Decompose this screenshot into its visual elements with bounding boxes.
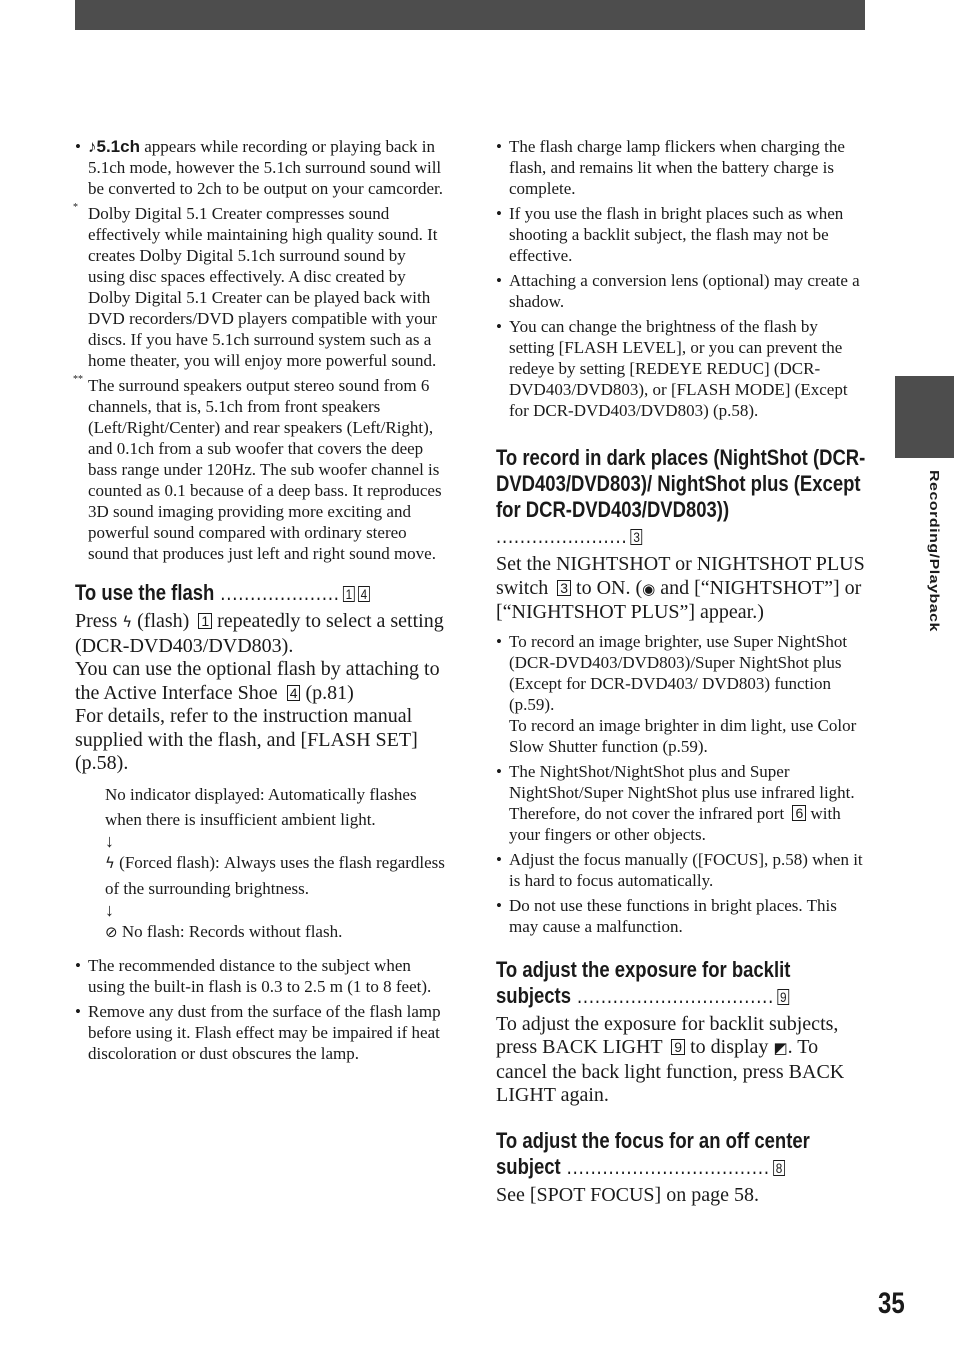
bullet: • [496, 271, 502, 290]
ref-box: 1 [198, 613, 212, 629]
bullet: • [75, 137, 81, 156]
bullet: • [496, 204, 502, 223]
ref-box: 1 [343, 586, 355, 602]
ref-box: 3 [557, 580, 571, 596]
bullet: • [75, 955, 81, 975]
bullet: • [496, 631, 502, 651]
ref-box: 8 [773, 1160, 785, 1176]
footnote-surround [75, 375, 445, 564]
note-bright-malfunction: • Do not use these functions in bright places. This may cause a malfunction. [496, 895, 837, 936]
note-flash-dust: • Remove any dust from the surface of the flash lamp before using it. Flash effect may be impaired if heat discoloration or dust obscures the lamp. [75, 1001, 441, 1063]
paragraph: Press ϟ (flash) 1 repeatedly to select a setting (DCR-DVD403/DVD803). [75, 610, 444, 657]
bullet: • [496, 761, 502, 781]
note-conversion-lens: • Attaching a conversion lens (optional) may create a shadow. [496, 271, 860, 311]
note-infrared: • The NightShot/NightShot plus and Super NightShot/Super NightShot plus use infrared light. Therefore, do not cover the infrared port 6 with your fingers or other objects. [496, 761, 855, 844]
bullet: • [496, 137, 502, 156]
flash-icon: ϟ [122, 613, 133, 631]
footnote-text: The surround speakers output stereo sound from 6 channels, that is, 5.1ch from front speakers (Left/Right/Center) and rear speakers (Left/Right), and 0.1ch from a sub woofer that covers the deep bass range under 120Hz. The sub woofer channel is counted as 0.1 because of a deep bass. It reproduces 3D sound imaging providing more exciting and powerful sound compared with ordinary stereo sound that produces just left and right sound move. [88, 376, 442, 563]
right-column [496, 136, 866, 1213]
bullet: • [75, 1001, 81, 1021]
note-super-nightshot: • To record an image brighter, use Super NightShot (DCR-DVD403/DVD803)/Super NightShot plus (Except for DCR-DVD403/ DVD803) function (p.59). To record an image brighter in dim light, use Color Slow Shutter function (p.59). [496, 631, 857, 756]
heading-backlight: To adjust the exposure for backlit subjects ................................. 9 [496, 956, 791, 1008]
heading-nightshot: To record in dark places (NightShot (DCR-DVD403/DVD803)/ NightShot plus (Except for DCR-DVD403/DVD803)) ...................... 3 [496, 445, 866, 548]
section-tab-label: Recording/Playback [926, 470, 941, 632]
footnote-dolby [75, 203, 445, 371]
heading-flash: To use the flash .................... 1 4 [75, 580, 445, 606]
mode-no-flash: ⊘ No flash: Records without flash. [105, 921, 343, 941]
header-bar [75, 0, 865, 30]
section-tab [895, 376, 954, 458]
note-charge-lamp: • The flash charge lamp flickers when charging the flash, and remains lit when the battery charge is complete. [496, 137, 845, 198]
bullet: • [496, 895, 502, 915]
flash-icon: ϟ [105, 853, 115, 872]
no-flash-icon: ⊘ [105, 922, 118, 941]
page-number: 35 [878, 1287, 905, 1320]
ref-box: 4 [358, 586, 370, 602]
backlight-icon: ◩ [773, 1039, 788, 1057]
paragraph: For details, refer to the instruction manual supplied with the flash, and [FLASH SET] (p.58). [75, 705, 418, 774]
footnote-text: Dolby Digital 5.1 Creater compresses sound effectively while maintaining high quality sound. It creates Dolby Digital 5.1ch surround sound by using disc spaces effectively. A disc created by Dolby Digital 5.1 Creater can be played back with DVD recorders/DVD players compatible with your discs. If you have 5.1ch surround system such as a home theater, you will enjoy more powerful sound. [88, 204, 438, 370]
note-bright-places: • If you use the flash in bright places such as when shooting a backlit subject, the flash may not be effective. [496, 204, 844, 265]
flash-mode-cycle [105, 782, 445, 945]
ref-box: 3 [631, 529, 643, 545]
arrow-down-icon: ↓ [105, 899, 114, 920]
note-flash-distance: • The recommended distance to the subject when using the built-in flash is 0.3 to 2.5 m (1 to 8 feet). [75, 955, 432, 996]
bullet: • [496, 317, 502, 336]
footnote-mark: ** [73, 374, 83, 385]
paragraph: To adjust the exposure for backlit subjects, press BACK LIGHT 9 to display ◩. To cancel the back light function, press BACK LIGHT again. [496, 1012, 845, 1106]
footnote-mark: * [73, 202, 78, 213]
nightshot-icon: ◉ [642, 579, 656, 598]
ref-box: 9 [777, 989, 789, 1005]
paragraph: See [SPOT FOCUS] on page 58. [496, 1183, 759, 1206]
note-51ch: • ♪5.1ch appears while recording or playing back in 5.1ch mode, however the 5.1ch surround sound will be converted to 2ch to be output on your camcorder. [75, 137, 443, 198]
ref-box: 9 [671, 1039, 685, 1055]
paragraph: Set the NIGHTSHOT or NIGHTSHOT PLUS switch 3 to ON. (◉ and [“NIGHTSHOT”] or [“NIGHTSHOT PLUS”] appear.) [496, 553, 865, 623]
surround-51ch-icon: ♪5.1ch [88, 137, 140, 156]
bullet: • [496, 849, 502, 869]
note-manual-focus: • Adjust the focus manually ([FOCUS], p.58) when it is hard to focus automatically. [496, 849, 863, 890]
ref-box: 6 [792, 805, 806, 821]
note-flash-level: • You can change the brightness of the flash by setting [FLASH LEVEL], or you can prevent the redeye by setting [REDEYE REDUC] (DCR-DVD403/DVD803), or [FLASH MODE] (Except for DCR-DVD403/DVD803) (p.58). [496, 317, 848, 420]
arrow-down-icon: ↓ [105, 830, 114, 851]
mode-forced: ϟ (Forced flash): Always uses the flash regardless of the surrounding brightness. [105, 852, 445, 898]
left-column [75, 136, 445, 1068]
ref-box: 4 [287, 685, 301, 701]
mode-auto: No indicator displayed: Automatically flashes when there is insufficient ambient light. [105, 784, 417, 829]
heading-spot-focus: To adjust the focus for an off center subject .................................. 8 [496, 1127, 810, 1179]
paragraph: You can use the optional flash by attaching to the Active Interface Shoe 4 (p.81) [75, 658, 440, 704]
